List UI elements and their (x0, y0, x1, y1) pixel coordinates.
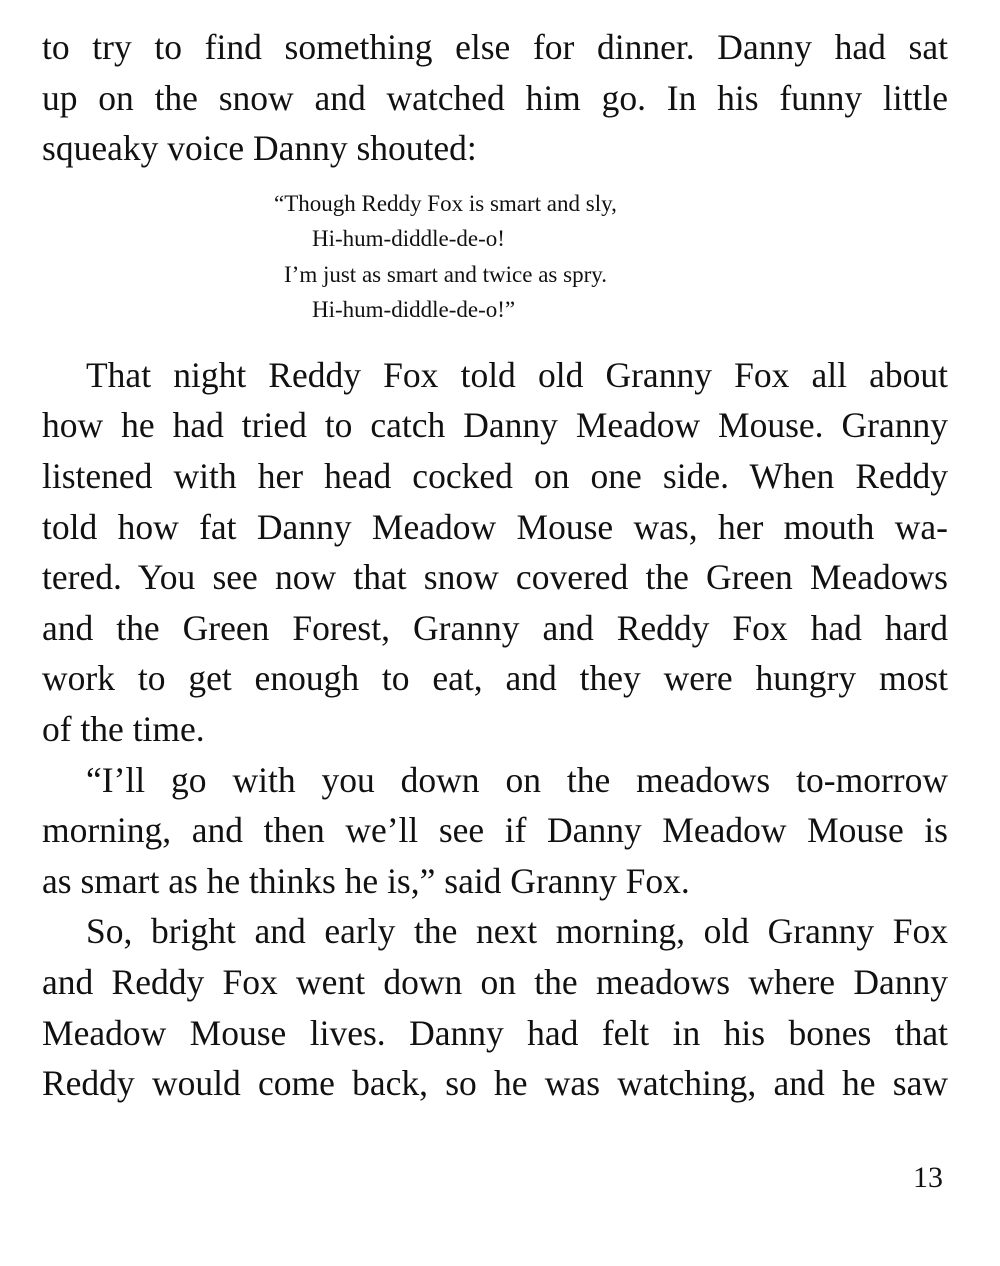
text-line: as smart as he thinks he is,” said Granny Fox. (42, 860, 690, 901)
verse-block (42, 186, 948, 328)
text-line: Reddy would come back, so he was watching, and he saw (42, 1063, 948, 1104)
verse-line: Hi-hum-diddle-de-o! (312, 226, 505, 252)
paragraph-granny-speaks (42, 755, 948, 907)
text-line: listened with her head cocked on one side. When Reddy (42, 455, 948, 496)
paragraph-granny-listened (42, 350, 948, 755)
text-line: tered. You see now that snow covered the Green Meadows (42, 557, 948, 598)
text-line: and Reddy Fox went down on the meadows where Danny (42, 961, 948, 1002)
text-line: and the Green Forest, Granny and Reddy Fox had hard (42, 607, 948, 648)
verse-line: “Though Reddy Fox is smart and sly, (274, 190, 617, 216)
verse-line: I’m just as smart and twice as spry. (284, 261, 607, 287)
text-line: to try to find something else for dinner. Danny had sat (42, 27, 948, 67)
text-line: morning, and then we’ll see if Danny Meadow Mouse is (42, 810, 948, 851)
book-page (42, 22, 948, 1109)
text-line: That night Reddy Fox told old Granny Fox all about (86, 354, 948, 395)
paragraph-next-morning (42, 906, 948, 1108)
text-line: up on the snow and watched him go. In his funny little (42, 77, 948, 118)
text-line: how he had tried to catch Danny Meadow Mouse. Granny (42, 405, 948, 446)
paragraph-continuation (42, 22, 948, 174)
page-number: 13 (913, 1161, 943, 1194)
text-line: So, bright and early the next morning, old Granny Fox (86, 911, 948, 952)
text-line: Meadow Mouse lives. Danny had felt in his bones that (42, 1012, 948, 1053)
text-line: “I’ll go with you down on the meadows to-morrow (86, 759, 948, 800)
text-line: of the time. (42, 708, 205, 749)
text-line: squeaky voice Danny shouted: (42, 128, 477, 169)
text-line: work to get enough to eat, and they were hungry most (42, 658, 948, 699)
text-line: told how fat Danny Meadow Mouse was, her mouth wa- (42, 506, 948, 547)
verse-line: Hi-hum-diddle-de-o!” (312, 297, 516, 323)
